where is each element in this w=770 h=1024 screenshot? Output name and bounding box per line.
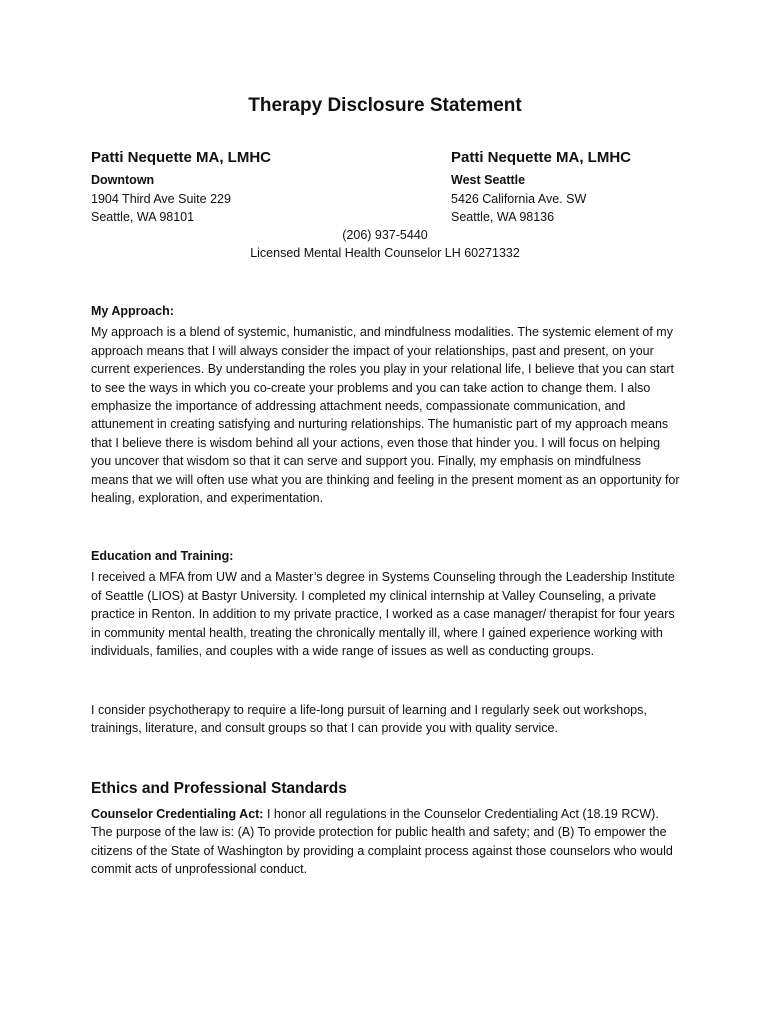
address-line-2: Seattle, WA 98101 bbox=[91, 210, 195, 224]
ethics-body bbox=[91, 805, 681, 879]
act-label: Counselor Credentialing Act: bbox=[91, 807, 264, 821]
section-body: My approach is a blend of systemic, humanistic, and mindfulness modalities. The systemic element of my approach means that I will always consider the impact of your relationships, past and present, on your current experiences. By understanding the roles you play in your relational life, I believe that you can start to see the ways in which you co-create your problems and you can take action to change them. I also emphasize the importance of addressing attachment needs, compassionate communication, and attunement in creating satisfying and nurturing relationships. The humanistic part of my approach means that I believe there is wisdom behind all your actions, even those that hinder you. I will focus on helping you uncover that wisdom so that it can serve and support you. Finally, my emphasis on mindfulness means that we will often use what you are thinking and feeling in the present moment as an opportunity for healing, exploration, and experimentation. bbox=[91, 325, 680, 506]
counselor-name: Patti Nequette MA, LMHC bbox=[91, 149, 271, 166]
psychotherapy-paragraph bbox=[91, 701, 681, 738]
section-heading: My Approach: bbox=[91, 304, 174, 318]
phone-number: (206) 937-5440 bbox=[342, 228, 428, 242]
counselor-name: Patti Nequette MA, LMHC bbox=[451, 149, 631, 166]
office-west-seattle bbox=[451, 148, 631, 227]
approach-section bbox=[91, 302, 681, 507]
address-line-2: Seattle, WA 98136 bbox=[451, 210, 555, 224]
address-line-1: 1904 Third Ave Suite 229 bbox=[91, 191, 231, 206]
ethics-heading: Ethics and Professional Standards bbox=[91, 780, 347, 797]
section-body: I received a MFA from UW and a Master’s degree in Systems Counseling through the Leadership Institute of Seattle (LIOS) at Bastyr University. I completed my clinical internship at Valley Counseling, a private practice in Renton. In addition to my private practice, I worked as a case manager/ therapist for four years in community mental health, treating the chronically mentally ill, where I gained experience working with individuals, families, and couples with a wide range of issues as well as conducting groups. bbox=[91, 570, 675, 659]
education-section bbox=[91, 547, 681, 660]
act-body: I honor all regulations in the Counselor Credentialing Act (18.19 RCW). The purpose of the law is: (A) To provide protection for public health and safety; and (B) To empower the citizens of the State of Washington by providing a complaint process against those counselors who would commit acts of unprofessional conduct. bbox=[91, 807, 673, 877]
office-label: West Seattle bbox=[451, 173, 526, 187]
office-downtown bbox=[91, 148, 271, 227]
license-line: Licensed Mental Health Counselor LH 60271332 bbox=[250, 246, 520, 260]
ethics-section bbox=[91, 805, 681, 879]
document-title: Therapy Disclosure Statement bbox=[248, 95, 522, 116]
address-line-1: 5426 California Ave. SW bbox=[451, 191, 587, 206]
paragraph-body: I consider psychotherapy to require a life-long pursuit of learning and I regularly seek out workshops, trainings, literature, and consult groups so that I can provide you with quality service. bbox=[91, 703, 647, 736]
office-label: Downtown bbox=[91, 173, 155, 187]
section-heading: Education and Training: bbox=[91, 549, 234, 563]
